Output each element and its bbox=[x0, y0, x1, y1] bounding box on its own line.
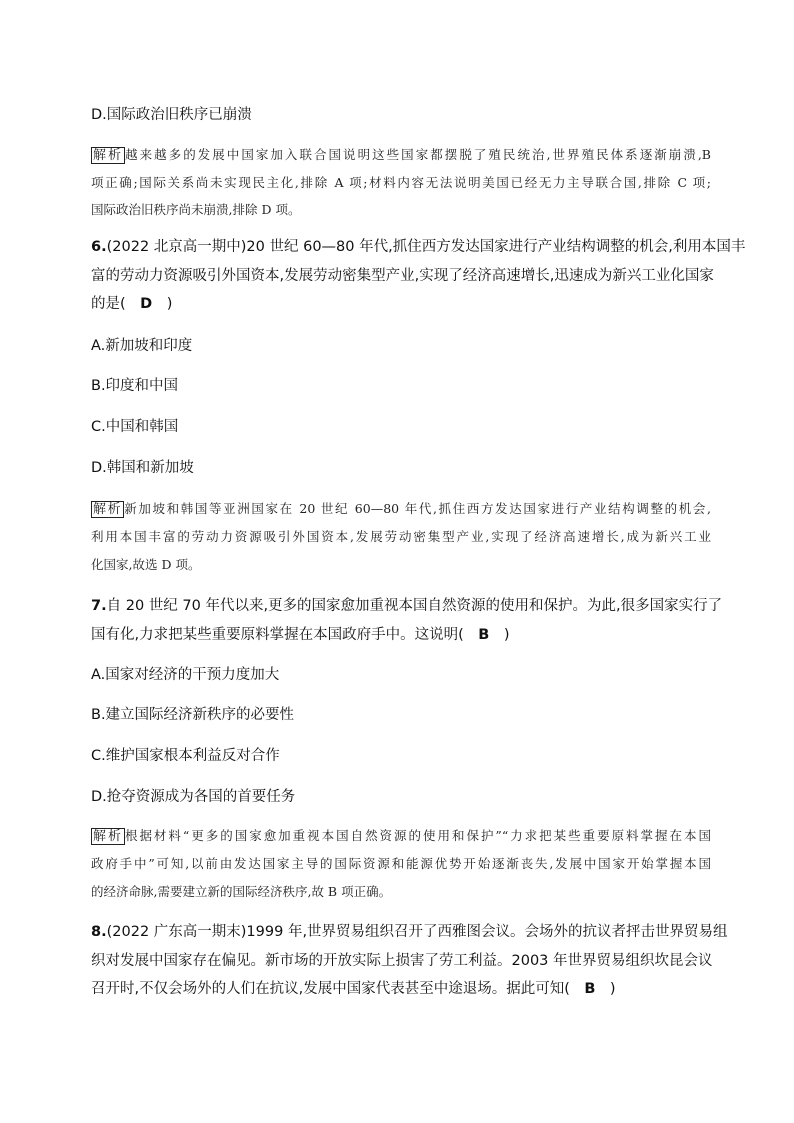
stem-text: 召开时,不仅会场外的人们在抗议,发展中国家代表甚至中途退场。据此可知( bbox=[91, 981, 585, 997]
analysis-tag: 解析 bbox=[93, 829, 123, 844]
q6-analysis-line bbox=[91, 498, 711, 517]
q6-stem-line bbox=[91, 292, 711, 313]
answer: B bbox=[478, 627, 490, 643]
q7-option-a: A.国家对经济的干预力度加大 bbox=[91, 667, 280, 683]
question-number: 7. bbox=[91, 598, 107, 614]
q7-analysis-line: 政府手中”可知,以前由发达国家主导的国际资源和能源优势开始逐渐丧失,发展中国家开始掌握本国 bbox=[91, 856, 711, 871]
q7-analysis-line: 的经济命脉,需要建立新的国际经济秩序,故 B 项正确。 bbox=[91, 884, 392, 899]
stem-text: 自 20 世纪 70 年代以来,更多的国家愈加重视本国自然资源的使用和保护。为此,很多国家实行了 bbox=[106, 598, 723, 614]
stem-end: ) bbox=[489, 627, 510, 643]
q6-analysis-line: 化国家,故选 D 项。 bbox=[91, 557, 201, 572]
q6-stem-line: 富的劳动力资源吸引外国资本,发展劳动密集型产业,实现了经济高速增长,迅速成为新兴工业化国家 bbox=[91, 268, 714, 284]
q8-stem-line: 织对发展中国家存在偏见。新市场的开放实际上损害了劳工利益。2003 年世界贸易组织坎昆会议 bbox=[91, 953, 713, 969]
stem-end: ) bbox=[595, 981, 616, 997]
q6-stem-line bbox=[91, 235, 746, 256]
answer: B bbox=[584, 981, 596, 997]
analysis-text: 越来越多的发展中国家加入联合国说明这些国家都摆脱了殖民统治,世界殖民体系逐渐崩溃,B bbox=[125, 147, 711, 162]
q5-analysis-line: 国际政治旧秩序尚未崩溃,排除 D 项。 bbox=[91, 202, 301, 217]
stem-end: ) bbox=[152, 296, 173, 312]
q7-option-c: C.维护国家根本利益反对合作 bbox=[91, 748, 280, 764]
q6-option-c: C.中国和韩国 bbox=[91, 419, 179, 435]
q6-option-d: D.韩国和新加坡 bbox=[91, 460, 194, 476]
answer: D bbox=[140, 296, 153, 312]
stem-text: 的是( bbox=[91, 296, 141, 312]
q7-stem-line bbox=[91, 623, 711, 644]
analysis-text: 根据材料“更多的国家愈加重视本国自然资源的使用和保护”“力求把某些重要原料掌握在本国 bbox=[124, 828, 711, 843]
stem-text: (2022 广东高一期末)1999 年,世界贸易组织召开了西雅图会议。会场外的抗议者抨击世界贸易组 bbox=[106, 924, 728, 940]
q5-option-d: D.国际政治旧秩序已崩溃 bbox=[91, 107, 252, 123]
q7-stem-line bbox=[91, 594, 723, 615]
q7-option-d: D.抢夺资源成为各国的首要任务 bbox=[91, 789, 296, 805]
question-number: 6. bbox=[91, 239, 107, 255]
q5-analysis-line: 项正确;国际关系尚未实现民主化,排除 A 项;材料内容无法说明美国已经无力主导联合国,排除 C 项; bbox=[91, 175, 711, 190]
q7-analysis-line bbox=[91, 825, 711, 844]
q8-stem-line bbox=[91, 977, 711, 998]
q6-option-b: B.印度和中国 bbox=[91, 378, 179, 394]
stem-text: 国有化,力求把某些重要原料掌握在本国政府手中。这说明( bbox=[91, 627, 479, 643]
q5-analysis-line bbox=[91, 144, 711, 163]
analysis-tag: 解析 bbox=[93, 502, 123, 517]
q7-option-b: B.建立国际经济新秩序的必要性 bbox=[91, 707, 295, 723]
stem-text: (2022 北京高一期中)20 世纪 60—80 年代,抓住西方发达国家进行产业结构调整的机会,利用本国丰 bbox=[106, 239, 746, 255]
q8-stem-line bbox=[91, 920, 728, 941]
q6-option-a: A.新加坡和印度 bbox=[91, 338, 193, 354]
question-number: 8. bbox=[91, 924, 107, 940]
analysis-text: 新加坡和韩国等亚洲国家在 20 世纪 60—80 年代,抓住西方发达国家进行产业结构调整的机会, bbox=[124, 501, 711, 516]
analysis-tag: 解析 bbox=[93, 148, 124, 163]
q6-analysis-line: 利用本国丰富的劳动力资源吸引外国资本,发展劳动密集型产业,实现了经济高速增长,成为新兴工业 bbox=[91, 529, 711, 544]
